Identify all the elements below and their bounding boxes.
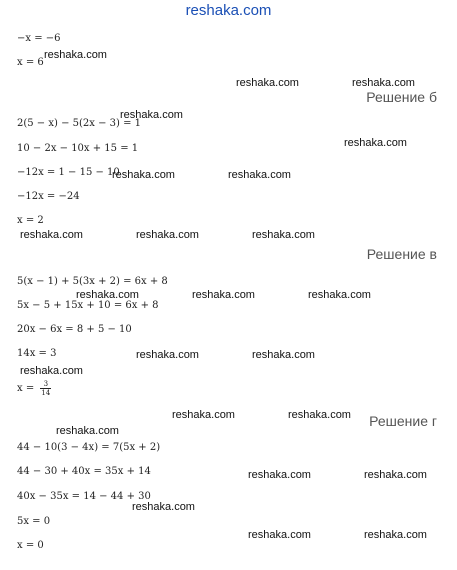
fraction-lhs: x = — [17, 383, 35, 394]
equation-line: −x = −6 — [17, 33, 61, 44]
equation-line: 2(5 − x) − 5(2x − 3) = 1 — [17, 118, 142, 129]
watermark-text: reshaka.com — [352, 77, 415, 89]
watermark-text: reshaka.com — [136, 349, 199, 361]
watermark-text: reshaka.com — [236, 77, 299, 89]
watermark-text: reshaka.com — [120, 109, 183, 121]
equation-line: x = 0 — [17, 540, 44, 551]
equation-line: 10 − 2x − 10x + 15 = 1 — [17, 143, 139, 154]
watermark-text: reshaka.com — [20, 229, 83, 241]
equation-line: 5x = 0 — [17, 516, 51, 527]
watermark-text: reshaka.com — [248, 469, 311, 481]
watermark-text: reshaka.com — [56, 425, 119, 437]
equation-line: 44 − 30 + 40x = 35x + 14 — [17, 466, 151, 477]
equation-line: −12x = 1 − 15 − 10 — [17, 167, 120, 178]
equation-line: 20x − 6x = 8 + 5 − 10 — [17, 324, 132, 335]
watermark-text: reshaka.com — [76, 289, 139, 301]
equation-fraction-line — [17, 380, 51, 397]
watermark-text: reshaka.com — [20, 365, 83, 377]
equation-line: −12x = −24 — [17, 191, 80, 202]
watermark-text: reshaka.com — [308, 289, 371, 301]
watermark-text: reshaka.com — [252, 229, 315, 241]
watermark-text: reshaka.com — [228, 169, 291, 181]
watermark-text: reshaka.com — [112, 169, 175, 181]
site-header[interactable]: reshaka.com — [185, 2, 272, 19]
equation-line: 14x = 3 — [17, 348, 57, 359]
equation-line: 40x − 35x = 14 − 44 + 30 — [17, 491, 151, 502]
watermark-text: reshaka.com — [44, 49, 107, 61]
fraction-numerator: 3 — [40, 380, 51, 389]
heading-solution-v: Решение в — [366, 246, 437, 262]
watermark-text: reshaka.com — [172, 409, 235, 421]
watermark-text: reshaka.com — [288, 409, 351, 421]
equation-line: 44 − 10(3 − 4x) = 7(5x + 2) — [17, 442, 161, 453]
equation-line: x = 6 — [17, 57, 44, 68]
heading-solution-b: Решение б — [366, 89, 437, 105]
fraction — [40, 380, 51, 397]
watermark-text: reshaka.com — [364, 469, 427, 481]
watermark-text: reshaka.com — [252, 349, 315, 361]
watermark-text: reshaka.com — [192, 289, 255, 301]
watermark-text: reshaka.com — [132, 501, 195, 513]
watermark-text: reshaka.com — [136, 229, 199, 241]
fraction-denominator: 14 — [41, 389, 51, 397]
watermark-text: reshaka.com — [344, 137, 407, 149]
equation-line: x = 2 — [17, 215, 44, 226]
watermark-text: reshaka.com — [248, 529, 311, 541]
equation-line: 5(x − 1) + 5(3x + 2) = 6x + 8 — [17, 276, 168, 287]
watermark-text: reshaka.com — [364, 529, 427, 541]
equation-line: 5x − 5 + 15x + 10 = 6x + 8 — [17, 300, 159, 311]
heading-solution-g: Решение г — [369, 413, 437, 429]
